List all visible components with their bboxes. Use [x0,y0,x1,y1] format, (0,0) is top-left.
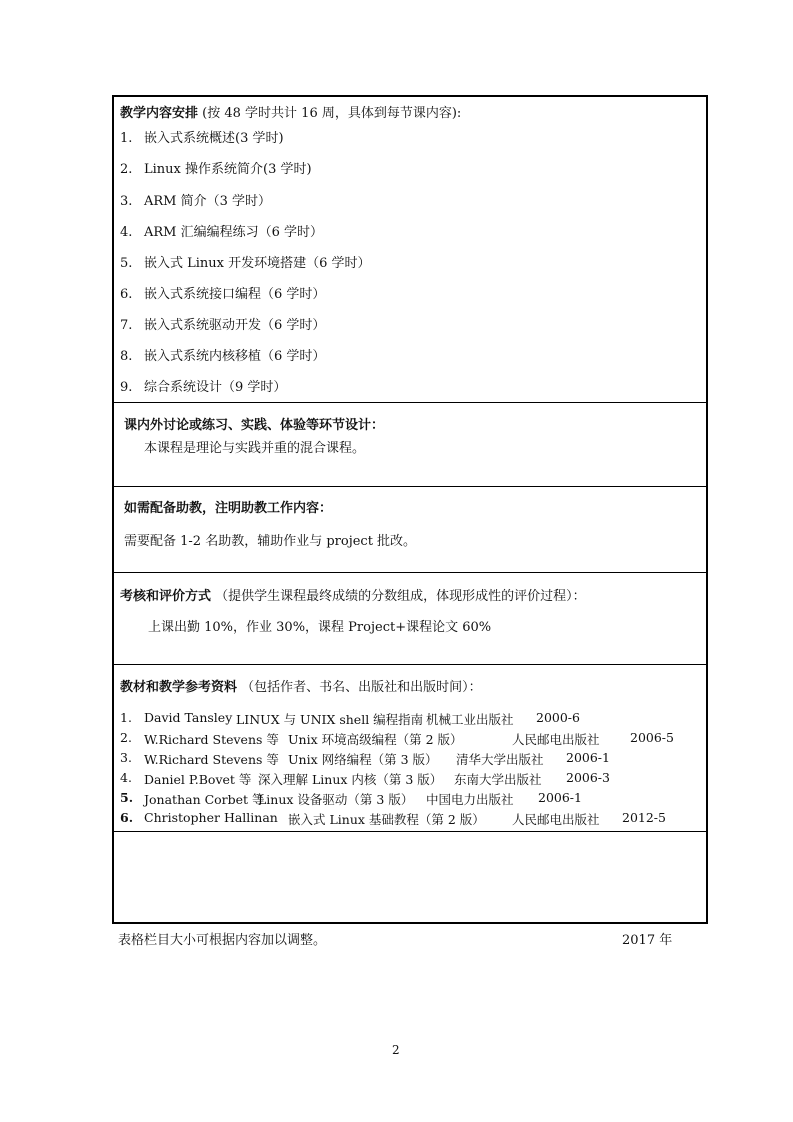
page-number: 2 [392,1043,400,1057]
footer-note: 表格栏目大小可根据内容加以调整。 [118,933,327,948]
course-form-table [112,95,708,924]
assessment-body: 上课出勤 10%，作业 30%，课程 Project+课程论文 60% [148,620,492,635]
schedule-section [114,97,706,403]
references-title: 教材和教学参考资料 [120,680,238,695]
discussion-section [114,402,706,487]
schedule-item: 8. 嵌入式系统内核移植（6 学时） [120,349,326,364]
assistant-section [114,486,706,573]
schedule-title: 教学内容安排 [120,106,199,121]
schedule-item: 3. ARM 简介（3 学时） [120,194,272,209]
assessment-title: 考核和评价方式 [120,589,212,604]
blank-section [114,831,706,922]
schedule-item: 1. 嵌入式系统概述(3 学时) [120,131,284,146]
references-heading [120,676,482,695]
assessment-heading [120,585,586,604]
references-subtitle: （包括作者、书名、出版社和出版时间）： [241,680,482,695]
schedule-item: 9. 综合系统设计（9 学时） [120,380,287,395]
schedule-heading [120,102,461,121]
schedule-item: 6. 嵌入式系统接口编程（6 学时） [120,287,326,302]
footer-year: 2017 年 [622,933,673,948]
assistant-title: 如需配备助教，注明助教工作内容： [124,501,333,516]
assistant-body: 需要配备 1-2 名助教，辅助作业与 project 批改。 [124,534,417,549]
assessment-subtitle: （提供学生课程最终成绩的分数组成，体现形成性的评价过程）： [215,589,586,604]
references-section: 教材和教学参考资料 （包括作者、书名、出版社和出版时间）： 1. David Tansley LINUX 与 UNIX shell 编程指南 机械工业出版社 2000-6 2. W.Richard Stevens 等 Unix 环境高级编程（第 2 版） 人民邮电出版社 2006-5 3. W.Richard Stevens 等 Unix 网络编程（第 3 版） 清华大学出版社 2006-1 4. Daniel P.Bovet 等 深入理解 Linux 内核（第 3 版） 东南大学出版社 2006-3 5. Jonathan Corbet 等 Linux 设备驱动（第 3 版） 中国电力出版社 2006-1 6. Christopher Hallinan 嵌入式 Linux 基础教程（第 2 版） 人民邮电出版社 2012-5 [114,664,706,832]
assessment-section [114,572,706,665]
discussion-body: 本课程是理论与实践并重的混合课程。 [144,441,366,456]
discussion-title: 课内外讨论或练习、实践、体验等环节设计： [124,418,385,433]
schedule-item: 2. Linux 操作系统简介(3 学时) [120,162,312,177]
schedule-item: 7. 嵌入式系统驱动开发（6 学时） [120,318,326,333]
schedule-item: 5. 嵌入式 Linux 开发环境搭建（6 学时） [120,256,371,271]
schedule-item: 4. ARM 汇编编程练习（6 学时） [120,225,324,240]
schedule-subtitle: (按 48 学时共计 16 周，具体到每节课内容): [202,106,462,121]
